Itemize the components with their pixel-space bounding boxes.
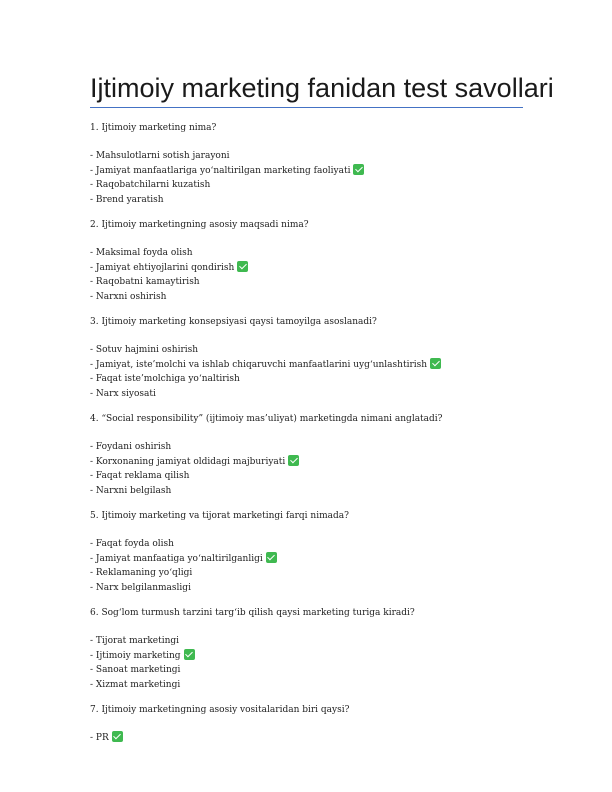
answer-option-text: - Faqat foyda olish <box>90 539 174 549</box>
answer-option <box>90 164 530 179</box>
answer-option <box>90 372 530 387</box>
answer-option-text: - Tijorat marketingi <box>90 636 180 646</box>
question-block <box>90 509 530 595</box>
answer-option-text: - Jamiyat, iste’molchi va ishlab chiqaruvchi manfaatlarini uyg‘unlashtirish <box>90 359 428 370</box>
question-text: 3. Ijtimoiy marketing konsepsiyasi qaysi tamoyilga asoslanadi? <box>90 317 377 327</box>
answer-option <box>90 440 530 455</box>
check-mark-icon <box>237 261 248 272</box>
answer-option <box>90 484 530 499</box>
answer-option <box>90 469 530 484</box>
question-block <box>90 121 530 207</box>
answer-option <box>90 581 530 596</box>
answer-option <box>90 634 530 649</box>
answer-option <box>90 678 530 693</box>
answer-option-text: - Foydani oshirish <box>90 442 172 452</box>
answer-option-text: - Narxni belgilash <box>90 485 172 496</box>
question-block <box>90 218 530 304</box>
answer-option <box>90 358 530 373</box>
question-text: 4. “Social responsibility” (ijtimoiy mas’uliyat) marketingda nimani anglatadi? <box>90 414 443 424</box>
check-mark-icon <box>288 455 299 466</box>
answer-option <box>90 552 530 567</box>
answer-option-text: - Jamiyat manfaatlariga yo‘naltirilgan marketing faoliyati <box>90 165 351 176</box>
question-block <box>90 606 530 692</box>
answer-option <box>90 455 530 470</box>
answer-option-text: - Narx belgilanmasligi <box>90 582 191 593</box>
answer-option-text: - Jamiyat manfaatiga yo‘naltirilganligi <box>90 553 263 564</box>
answer-option-text: - Ijtimoiy marketing <box>90 650 181 661</box>
answer-option <box>90 731 530 746</box>
answer-option <box>90 387 530 402</box>
answer-option-text: - Faqat reklama qilish <box>90 471 190 481</box>
page-title: Ijtimoiy marketing fanidan test savollari <box>90 73 554 103</box>
answer-option <box>90 178 530 193</box>
answer-option <box>90 193 530 208</box>
question-list <box>90 121 530 757</box>
question-text: 7. Ijtimoiy marketingning asosiy vositalaridan biri qaysi? <box>90 705 350 715</box>
answer-option <box>90 566 530 581</box>
answer-option <box>90 261 530 276</box>
answer-option <box>90 537 530 552</box>
check-mark-icon <box>184 649 195 660</box>
answer-option-text: - Sotuv hajmini oshirish <box>90 345 199 355</box>
check-mark-icon <box>266 552 277 563</box>
answer-option-text: - Reklamaning yo‘qligi <box>90 568 193 578</box>
answer-option-text: - Mahsulotlarni sotish jarayoni <box>90 151 230 161</box>
answer-option <box>90 246 530 261</box>
answer-option-text: - Narxni oshirish <box>90 291 167 302</box>
answer-option-text: - Raqobatchilarni kuzatish <box>90 180 211 190</box>
check-mark-icon <box>430 358 441 369</box>
question-block <box>90 703 530 746</box>
question-block <box>90 315 530 401</box>
question-text: 2. Ijtimoiy marketingning asosiy maqsadi nima? <box>90 220 309 230</box>
answer-option <box>90 343 530 358</box>
answer-option-text: - Maksimal foyda olish <box>90 248 193 258</box>
answer-option <box>90 149 530 164</box>
answer-option-text: - Sanoat marketingi <box>90 665 181 675</box>
answer-option-text: - Narx siyosati <box>90 388 156 399</box>
answer-option <box>90 649 530 664</box>
check-mark-icon <box>112 731 123 742</box>
question-text: 6. Sog‘lom turmush tarzini targ‘ib qilish qaysi marketing turiga kiradi? <box>90 608 415 618</box>
answer-option-text: - Brend yaratish <box>90 194 164 205</box>
answer-option-text: - Jamiyat ehtiyojlarini qondirish <box>90 262 235 273</box>
answer-option-text: - Raqobatni kamaytirish <box>90 277 200 287</box>
question-text: 1. Ijtimoiy marketing nima? <box>90 123 217 133</box>
answer-option <box>90 290 530 305</box>
check-mark-icon <box>353 164 364 175</box>
answer-option-text: - Korxonaning jamiyat oldidagi majburiyati <box>90 456 286 467</box>
answer-option <box>90 275 530 290</box>
answer-option-text: - PR <box>90 733 109 743</box>
question-block <box>90 412 530 498</box>
question-text: 5. Ijtimoiy marketing va tijorat marketingi farqi nimada? <box>90 511 349 521</box>
answer-option-text: - Xizmat marketingi <box>90 679 181 690</box>
title-underline <box>90 107 523 108</box>
answer-option <box>90 663 530 678</box>
answer-option-text: - Faqat iste’molchiga yo‘naltirish <box>90 374 240 384</box>
